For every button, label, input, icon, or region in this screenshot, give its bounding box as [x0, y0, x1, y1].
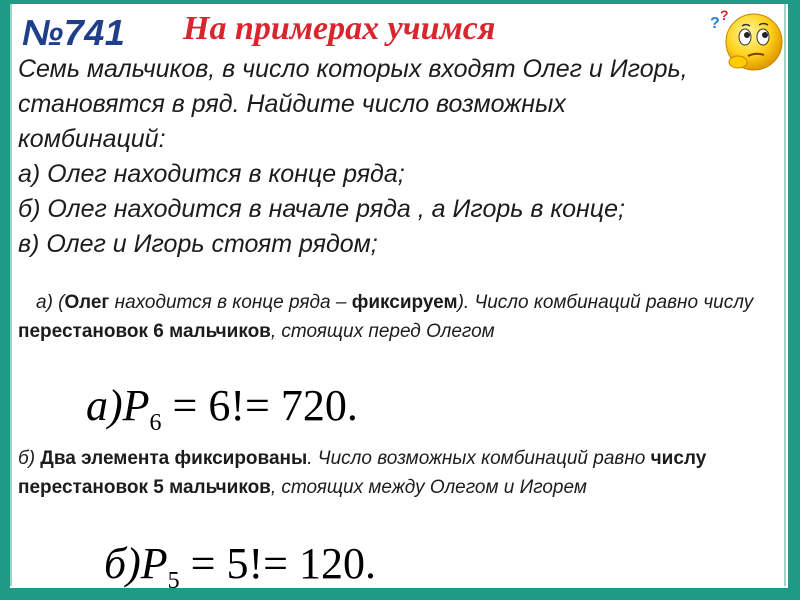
problem-line: а) Олег находится в конце ряда; — [18, 160, 405, 188]
frame-top — [0, 0, 800, 4]
solution-b-text: , стоящих между Олегом и Игорем — [270, 477, 587, 498]
problem-line: Семь мальчиков, в число которых входят Олег и Игорь, — [18, 55, 688, 83]
solution-b-prefix: б) — [18, 448, 41, 469]
solution-b-bold: числу перестановок 5 мальчиков — [18, 448, 707, 498]
frame-right — [788, 0, 800, 600]
problem-line: в) Олег и Игорь стоят рядом; — [18, 230, 378, 258]
slide-title: На примерах учимся — [183, 10, 496, 47]
solution-b-bold: Два элемента фиксированы — [40, 448, 308, 469]
solution-a — [18, 288, 778, 346]
formula-a-rest: = 6!= 720. — [161, 381, 358, 430]
frame-left — [0, 0, 10, 600]
problem-line: комбинаций: — [18, 125, 166, 153]
solution-b-text: . Число возможных комбинаций равно — [307, 448, 651, 469]
solution-a-text: находится в конце ряда – — [109, 292, 352, 313]
svg-text:?: ? — [710, 15, 720, 32]
svg-text:?: ? — [720, 7, 729, 23]
problem-line: становятся в ряд. Найдите число возможных — [18, 90, 566, 118]
formula-b-rest: = 5!= 120. — [179, 539, 376, 588]
solution-a-bold: Олег — [64, 292, 110, 313]
formula-a — [86, 380, 358, 437]
solution-a-bold: перестановок 6 мальчиков — [18, 321, 271, 342]
formula-a-subscript: 6 — [149, 410, 162, 436]
formula-b-subscript: 5 — [167, 568, 180, 594]
formula-a-label: а) — [86, 381, 123, 430]
formula-b — [104, 538, 376, 595]
solution-a-text: , стоящих перед Олегом — [270, 321, 495, 342]
formula-a-symbol: P — [122, 381, 150, 430]
problem-statement — [18, 52, 778, 262]
solution-a-text: ). Число комбинаций равно числу — [457, 292, 754, 313]
solution-b — [18, 444, 778, 502]
task-number: №741 — [22, 12, 126, 53]
solution-a-bold: фиксируем — [351, 292, 458, 313]
formula-b-label: б) — [104, 539, 141, 588]
solution-a-prefix: а) ( — [36, 292, 65, 313]
formula-b-symbol: P — [140, 539, 168, 588]
problem-line: б) Олег находится в начале ряда , а Игорь в конце; — [18, 195, 625, 223]
